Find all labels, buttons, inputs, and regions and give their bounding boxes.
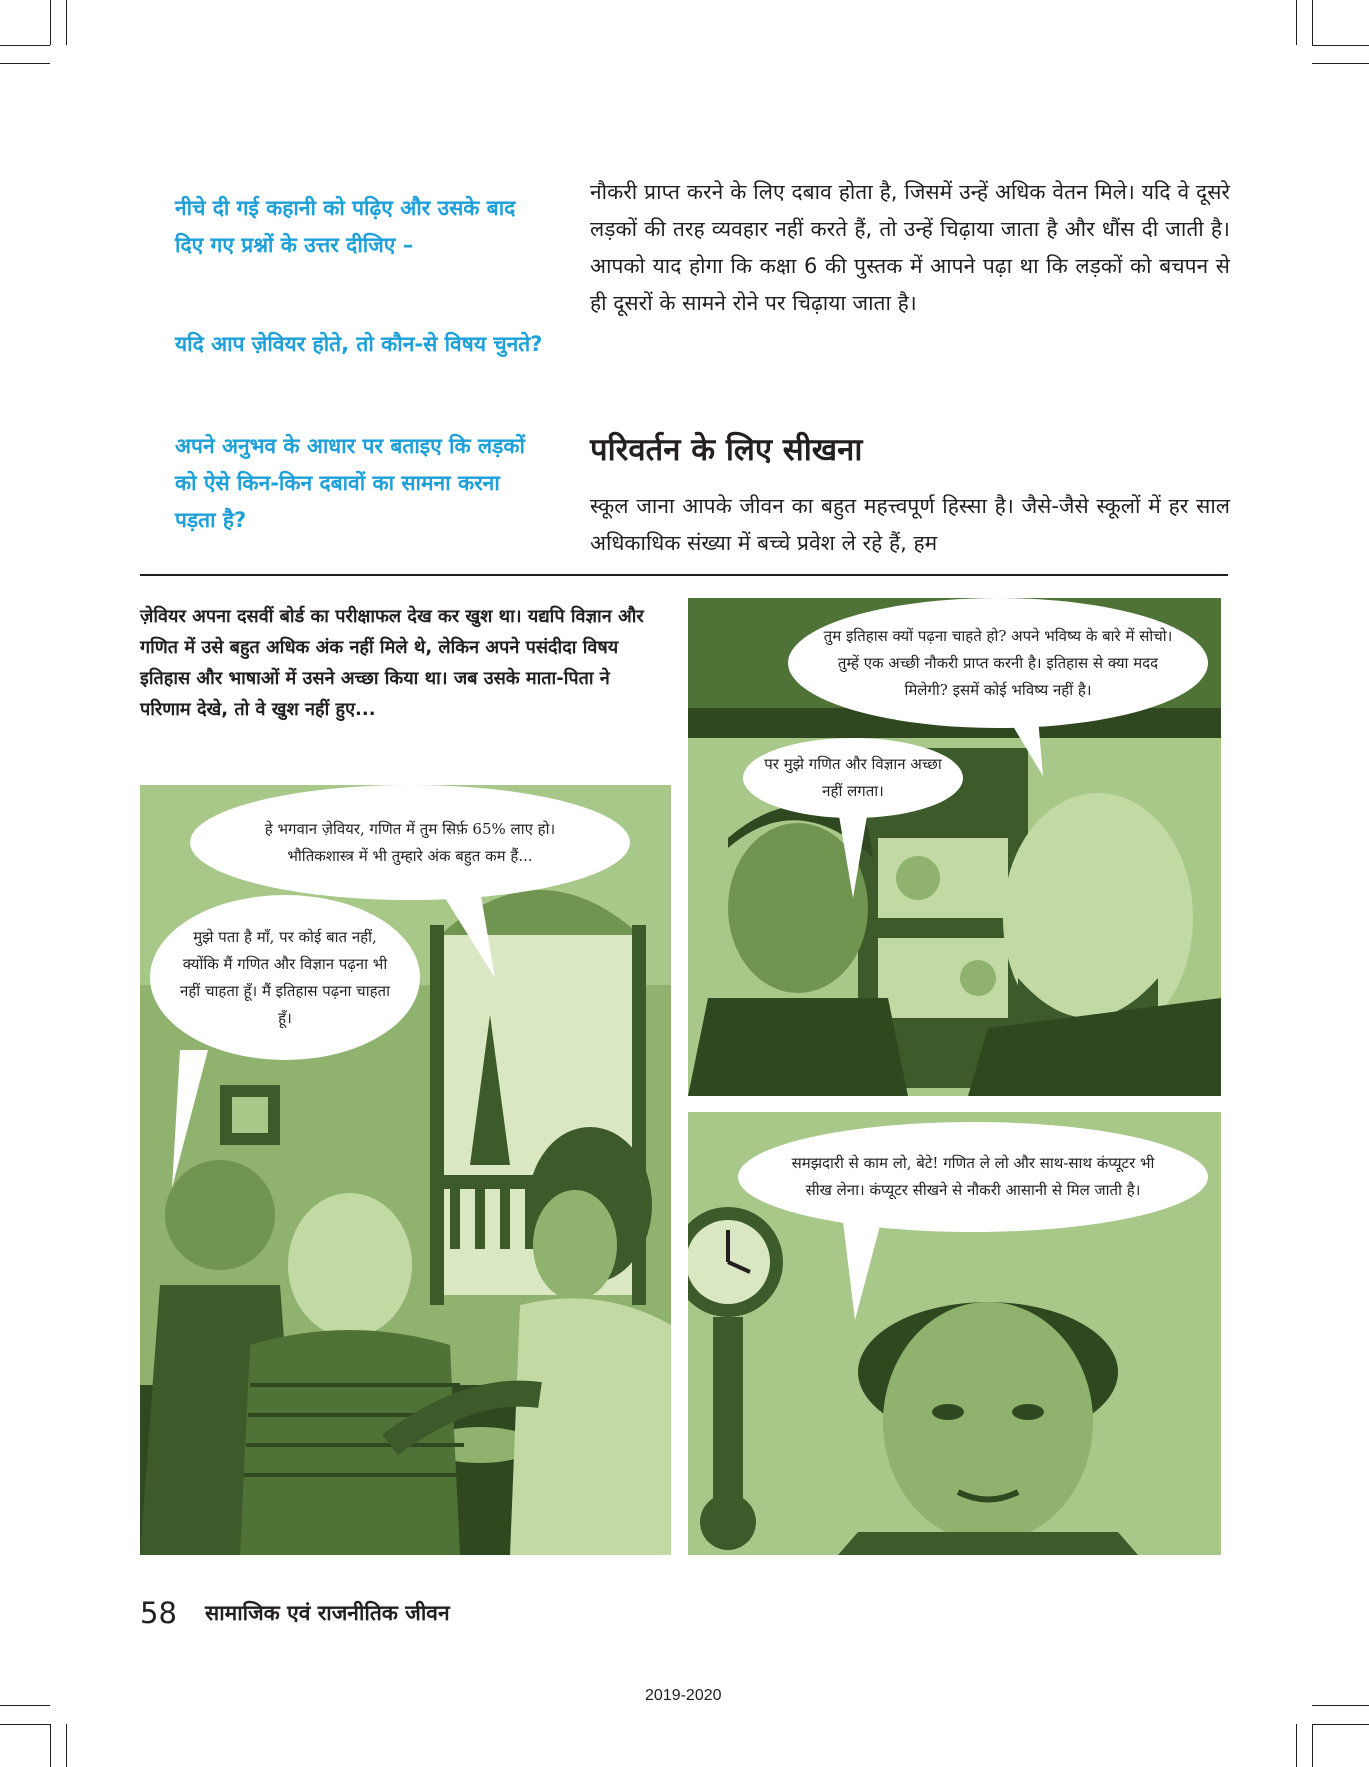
crop-mark <box>1312 63 1369 64</box>
bubble-text: मुझे पता है माँ, पर कोई बात नहीं, क्योंकि मैं गणित और विज्ञान पढ़ना भी नहीं चाहता हूँ। मैं इतिहास पढ़ना चाहता हूँ। <box>180 927 390 1027</box>
speech-bubble-father-future <box>788 598 1208 728</box>
speech-bubble-xavier-history <box>150 895 420 1060</box>
bubble-tail <box>440 890 500 980</box>
sidebar-question-subjects: यदि आप ज़ेवियर होते, तो कौन-से विषय चुनते? <box>175 332 543 356</box>
section-heading: परिवर्तन के लिए सीखना <box>590 432 863 468</box>
bubble-text: समझदारी से काम लो, बेटे! गणित ले लो और साथ-साथ कंप्यूटर भी सीख लेना। कंप्यूटर सीखने से नौकरी आसानी से मिल जाती है। <box>791 1154 1155 1199</box>
crop-mark <box>0 1705 50 1706</box>
bubble-tail <box>843 1222 883 1322</box>
bubble-tail <box>170 1050 210 1190</box>
body-paragraph-1: नौकरी प्राप्त करने के लिए दबाव होता है, जिसमें उन्हें अधिक वेतन मिले। यदि वे दूसरे लड़कों की तरह व्यवहार नहीं करते हैं, तो उन्हें चिढ़ाया जाता है और धौंस दी जाती है। आपको याद होगा कि कक्षा 6 की पुस्तक में आपने पढ़ा था कि लड़कों को बचपन से ही दूसरों के सामने रोने पर चिढ़ाया जाता है। <box>590 180 1230 315</box>
page-number: 58 <box>140 1596 177 1630</box>
book-title: सामाजिक एवं राजनीतिक जीवन <box>205 1601 450 1625</box>
comic-panel-family-table <box>140 785 671 1555</box>
comic-panel-father-xavier <box>688 598 1221 1096</box>
comic-intro-text: ज़ेवियर अपना दसवीं बोर्ड का परीक्षाफल देख कर खुश था। यद्यपि विज्ञान और गणित में उसे बहुत अधिक अंक नहीं मिले थे, लेकिन अपने पसंदीदा विषय इतिहास और भाषाओं में उसने अच्छा किया था। जब उसके माता-पिता ने परिणाम देखे, तो वे खुश नहीं हुए... <box>140 606 644 720</box>
sidebar-question-pressures: अपने अनुभव के आधार पर बताइए कि लड़कों को ऐसे किन-किन दबावों का सामना करना पड़ता है? <box>175 434 525 532</box>
crop-mark <box>1312 1705 1369 1706</box>
family-table-illustration <box>140 785 671 1555</box>
bubble-text: पर मुझे गणित और विज्ञान अच्छा नहीं लगता। <box>764 755 942 800</box>
body-paragraph-2: स्कूल जाना आपके जीवन का बहुत महत्त्वपूर्ण हिस्सा है। जैसे-जैसे स्कूलों में हर साल अधिकाधिक संख्या में बच्चे प्रवेश ले रहे हैं, हम <box>590 494 1230 555</box>
crop-mark <box>1312 0 1313 45</box>
crop-mark <box>0 1724 50 1725</box>
speech-bubble-xavier-dislike <box>743 738 963 818</box>
speech-bubble-mother-marks <box>190 785 630 900</box>
crop-mark <box>1312 1724 1369 1725</box>
crop-mark <box>1312 1724 1313 1767</box>
crop-mark <box>0 63 50 64</box>
crop-mark <box>1296 0 1297 45</box>
speech-bubble-mother-computers <box>738 1122 1208 1232</box>
section-divider <box>140 574 1228 576</box>
bubble-text: हे भगवान ज़ेवियर, गणित में तुम सिर्फ़ 65% लाए हो। भौतिकशास्त्र में भी तुम्हारे अंक बहुत कम हैं... <box>264 819 556 865</box>
crop-mark <box>66 1724 67 1767</box>
sidebar-question-read-story: नीचे दी गई कहानी को पढ़िए और उसके बाद दिए गए प्रश्नों के उत्तर दीजिए – <box>175 196 516 257</box>
crop-mark <box>50 1724 51 1767</box>
crop-mark <box>50 0 51 45</box>
bubble-text: तुम इतिहास क्यों पढ़ना चाहते हो? अपने भविष्य के बारे में सोचो। तुम्हें एक अच्छी नौकरी प्राप्त करनी है। इतिहास से क्या मदद मिलेगी? इसमें कोई भविष्य नहीं है। <box>823 626 1173 699</box>
crop-mark <box>1312 45 1369 46</box>
bubble-tail <box>1008 718 1048 778</box>
edition-year: 2019-2020 <box>645 1687 722 1704</box>
crop-mark <box>66 0 67 45</box>
crop-mark <box>1296 1724 1297 1767</box>
bubble-tail <box>838 810 868 900</box>
crop-mark <box>0 45 50 46</box>
comic-panel-mother-advice <box>688 1112 1221 1555</box>
